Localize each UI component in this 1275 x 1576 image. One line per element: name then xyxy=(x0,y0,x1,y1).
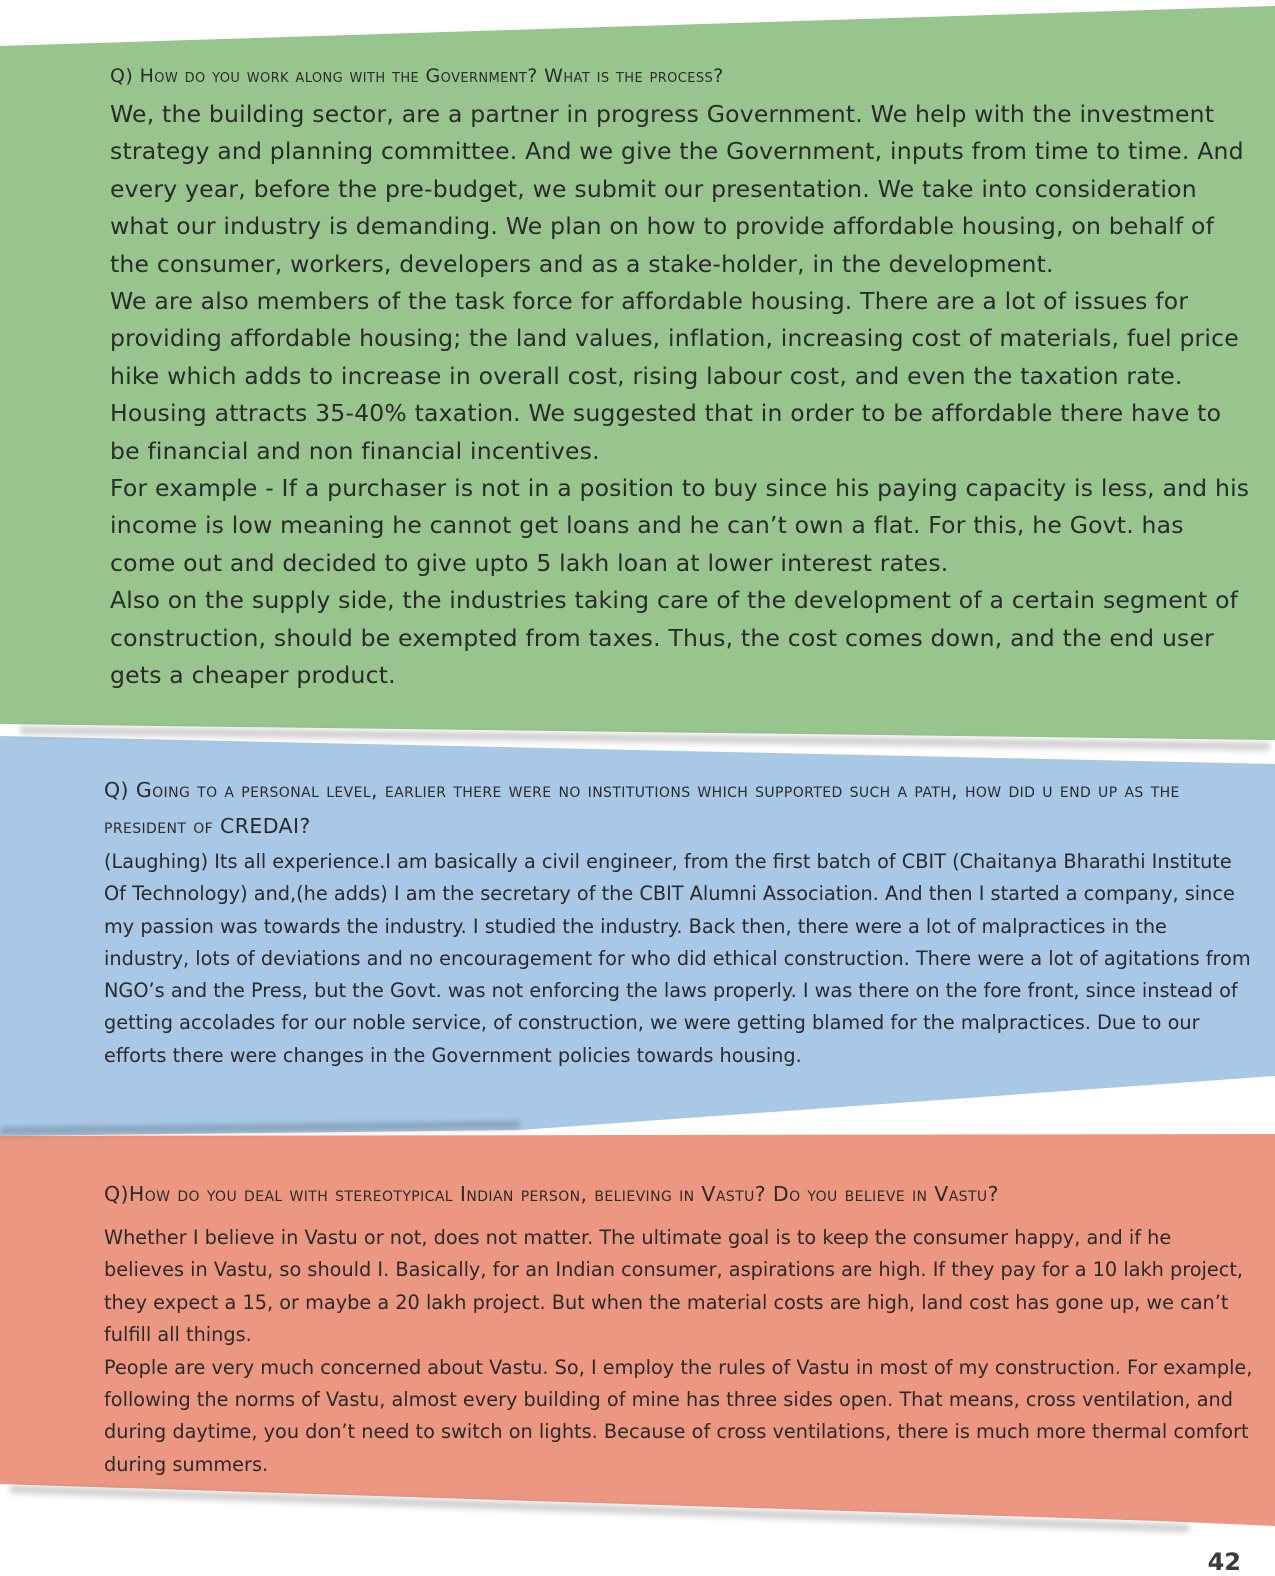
interview-section-government xyxy=(110,62,1250,695)
interview-section-personal xyxy=(104,772,1254,1072)
page-number: 42 xyxy=(1207,1548,1241,1576)
question-heading: Q)How do you deal with stereotypical Indian person, believing in Vastu? Do you believe in Vastu? xyxy=(104,1182,999,1206)
answer-paragraph: We are also members of the task force for affordable housing. There are a lot of issues for providing affordable housing; the land values, inflation, increasing cost of materials, fuel price hike which adds to increase in overall cost, rising labour cost, and even the taxation rate. Housing attracts 35-40% taxation. We suggested that in order to be affordable there have to be financial and non financial incentives. xyxy=(110,287,1239,465)
interview-section-vastu xyxy=(104,1176,1254,1481)
question-heading: Q) Going to a personal level, earlier there were no institutions which supported such a path, how did u end up as the president of CREDAI? xyxy=(104,778,1180,838)
question-heading: Q) How do you work along with the Government? What is the process? xyxy=(110,65,724,87)
answer-paragraph: Whether I believe in Vastu or not, does not matter. The ultimate goal is to keep the consumer happy, and if he believes in Vastu, so should I. Basically, for an Indian consumer, aspirations are high. If they pay for a 10 lakh project, they expect a 15, or maybe a 20 lakh project. But when the material costs are high, land cost has gone up, we can’t fulfill all things. xyxy=(104,1226,1244,1347)
answer-paragraph: For example - If a purchaser is not in a position to buy since his paying capacity is less, and his income is low meaning he cannot get loans and he can’t own a flat. For this, he Govt. has come out and decided to give upto 5 lakh loan at lower interest rates. xyxy=(110,474,1250,577)
answer-paragraph: (Laughing) Its all experience.I am basically a civil engineer, from the first batch of CBIT (Chaitanya Bharathi Institute Of Technology) and,(he adds) I am the secretary of the CBIT Alumni Association. And then I started a company, since my passion was towards the industry. I studied the industry. Back then, there were a lot of malpractices in the industry, lots of deviations and no encouragement for who did ethical construction. There were a lot of agitations from NGO’s and the Press, but the Govt. was not enforcing the laws properly. I was there on the fore front, since instead of getting accolades for our noble service, of construction, we were getting blamed for the malpractices. Due to our efforts there were changes in the Government policies towards housing. xyxy=(104,850,1251,1067)
answer-paragraph: We, the building sector, are a partner in progress Government. We help with the investment strategy and planning committee. And we give the Government, inputs from time to time. And every year, before the pre-budget, we submit our presentation. We take into consideration what our industry is demanding. We plan on how to provide affordable housing, on behalf of the consumer, workers, developers and as a stake-holder, in the development. xyxy=(110,100,1244,278)
answer-paragraph: Also on the supply side, the industries taking care of the development of a certain segment of construction, should be exempted from taxes. Thus, the cost comes down, and the end user gets a cheaper product. xyxy=(110,586,1239,690)
answer-paragraph: People are very much concerned about Vastu. So, I employ the rules of Vastu in most of my construction. For example, following the norms of Vastu, almost every building of mine has three sides open. That means, cross ventilation, and during daytime, you don’t need to switch on lights. Because of cross ventilations, there is much more thermal comfort during summers. xyxy=(104,1355,1253,1476)
